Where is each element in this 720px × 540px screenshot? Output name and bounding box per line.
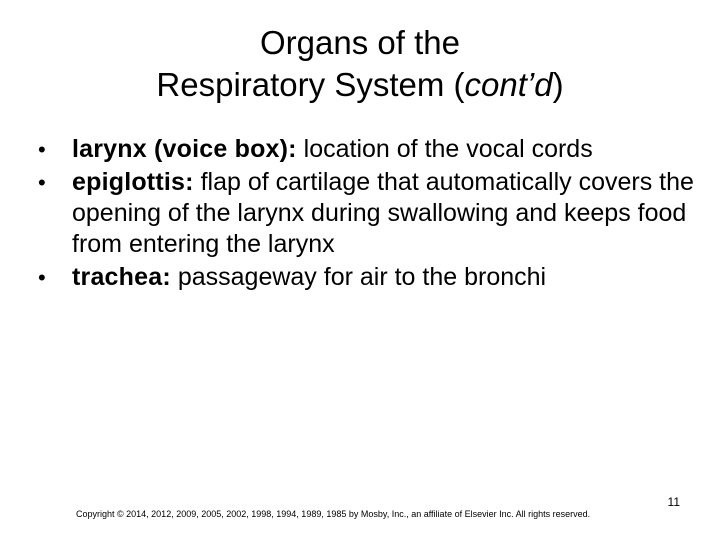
page-number: 11 [667,495,680,509]
bullet-text [72,262,698,293]
bullet-description: passageway for air to the bronchi [177,263,547,291]
bullet-description: flap of cartilage that automatically covers the opening of the larynx during swallowing and keeps food from entering the larynx [72,168,694,258]
bullet-item-trachea [38,262,698,293]
bullet-marker: • [38,170,46,195]
bullet-term: larynx (voice box): [72,135,297,163]
bullet-item-epiglottis [38,167,698,260]
bullet-description: location of the vocal cords [303,135,593,163]
bullet-term: trachea: [72,263,171,291]
bullet-text [72,167,698,260]
title-line-2-end: ) [552,66,564,103]
bullet-item-larynx [38,134,698,165]
title-line-2 [60,64,660,106]
bullet-marker: • [38,265,46,290]
bullet-marker: • [38,137,46,162]
bullet-text [72,134,698,165]
bullet-list [38,134,698,295]
title-line-2-main: Respiratory System ( [156,66,465,103]
bullet-term: epiglottis: [72,168,194,196]
copyright-notice: Copyright © 2014, 2012, 2009, 2005, 2002, 1998, 1994, 1989, 1985 by Mosby, Inc., an affiliate of Elsevier Inc. All rights reserved. [76,509,591,519]
slide-title [60,22,660,106]
title-line-2-italic: cont’d [464,66,553,103]
title-line-1: Organs of the [260,24,460,61]
